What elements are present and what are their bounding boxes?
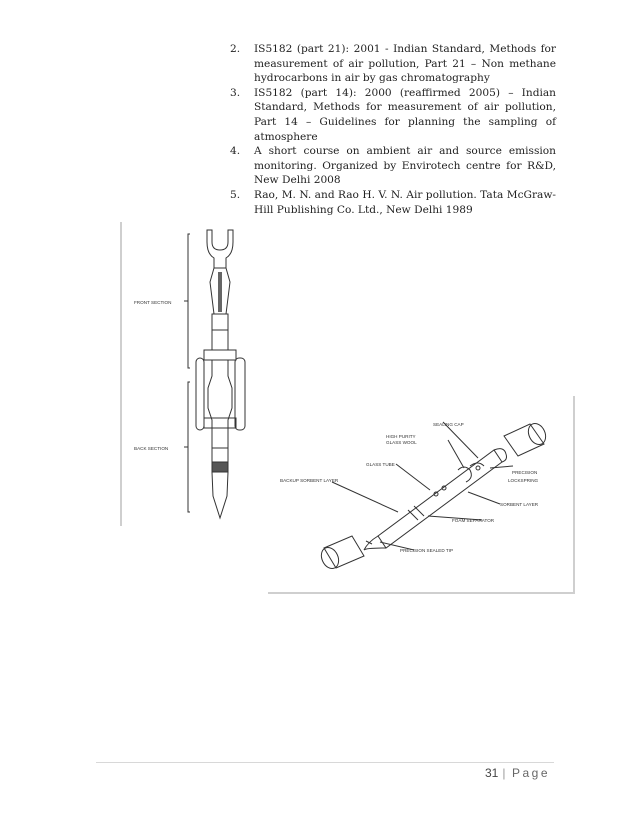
reference-text: IS5182 (part 14): 2000 (reaffirmed 2005) – Indian Standard, Methods for measurement of air pollution, Part 14 – Guidelines for planning the sampling of atmosphere bbox=[254, 86, 556, 143]
page-footer bbox=[485, 766, 550, 780]
footer-separator: | bbox=[502, 766, 508, 780]
reference-number: 5. bbox=[230, 188, 241, 201]
lockspring-label-line2: LOCKSPRING bbox=[508, 478, 539, 483]
sorbent-tube-vertical-figure bbox=[120, 222, 282, 526]
precision-sealed-tip-label: PRECISION SEALED TIP bbox=[400, 548, 454, 553]
reference-number: 2. bbox=[230, 43, 241, 55]
back-section-label: BACK SECTION bbox=[134, 446, 169, 451]
page-number: 31 bbox=[484, 766, 499, 780]
footer-divider bbox=[96, 762, 554, 763]
reference-list bbox=[230, 42, 556, 217]
reference-item bbox=[230, 86, 556, 144]
precision-label-line1: PRECISION bbox=[512, 470, 538, 475]
glass-wool-label-line1: HIGH PURITY bbox=[386, 434, 416, 439]
sealing-cap-label: SEALING CAP bbox=[433, 422, 464, 427]
backup-sorbent-layer-label: BACKUP SORBENT LAYER bbox=[280, 478, 339, 483]
reference-text: A short course on ambient air and source emission monitoring. Organized by Envirotech centre for R&D, New Delhi 2008 bbox=[254, 145, 556, 187]
sorbent-tube-vertical-drawing bbox=[122, 222, 282, 526]
reference-text: Rao, M. N. and Rao H. V. N. Air pollution. Tata McGraw-Hill Publishing Co. Ltd., New Delhi 1989 bbox=[254, 188, 556, 216]
sorbent-tube-diagonal-drawing bbox=[268, 396, 573, 592]
glass-tube-label: GLASS TUBE bbox=[366, 462, 395, 467]
reference-text: IS5182 (part 21): 2001 - Indian Standard, Methods for measurement of air pollution, Part 21 – Non methane hydrocarbons in air by gas chromatography bbox=[254, 43, 556, 85]
reference-number: 3. bbox=[230, 86, 241, 99]
foam-separator-label: FOAM SEPARATOR bbox=[452, 518, 495, 523]
sorbent-layer-label: SORBENT LAYER bbox=[500, 502, 539, 507]
front-section-label: FRONT SECTION bbox=[134, 300, 172, 305]
glass-wool-label-line2: GLASS WOOL bbox=[386, 440, 417, 445]
reference-item bbox=[230, 188, 556, 217]
reference-item bbox=[230, 42, 556, 86]
sorbent-tube-diagonal-figure bbox=[268, 396, 575, 594]
page-word: Page bbox=[511, 766, 550, 780]
reference-item bbox=[230, 144, 556, 188]
reference-number: 4. bbox=[230, 145, 241, 158]
